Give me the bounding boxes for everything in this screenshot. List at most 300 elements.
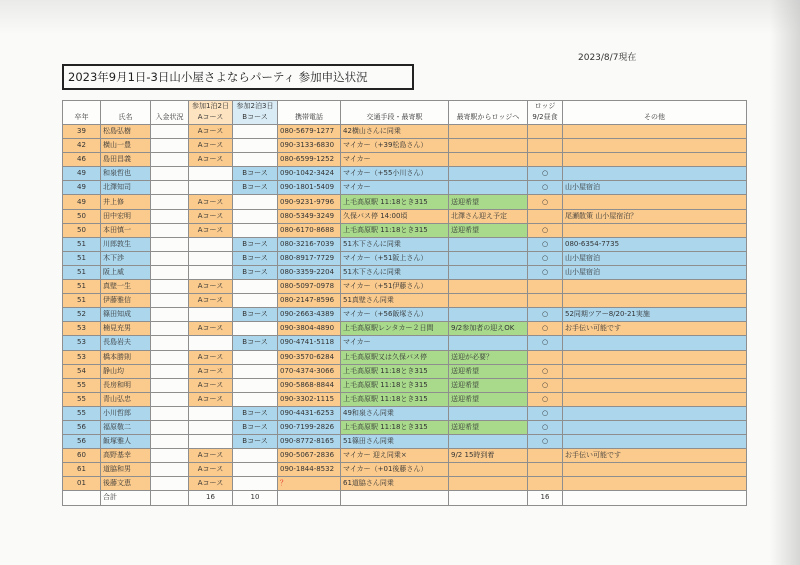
cell-year: 42	[63, 139, 101, 153]
cell-payment	[151, 378, 189, 392]
cell-phone: 070-4374-3066	[278, 364, 341, 378]
table-row	[63, 294, 747, 308]
course-a-duration: 参加1泊2日	[192, 102, 229, 110]
cell-name: 後藤文恵	[101, 477, 151, 491]
cell-year: 51	[63, 251, 101, 265]
cell-notes: お手伝い可能です	[563, 449, 747, 463]
cell-transport: マイカー 迎え同乗×	[341, 449, 449, 463]
cell-course-b	[233, 350, 278, 364]
table-row	[63, 308, 747, 322]
totals-label: 合計	[101, 491, 151, 505]
cell-course-a: Aコース	[189, 195, 233, 209]
cell-transport: マイカー	[341, 336, 449, 350]
table-row	[63, 350, 747, 364]
cell-to-lodge	[449, 237, 528, 251]
cell-lunch	[528, 139, 563, 153]
table-row	[63, 322, 747, 336]
cell-transport: マイカー（+01後藤さん）	[341, 463, 449, 477]
cell-notes	[563, 435, 747, 449]
table-row	[63, 153, 747, 167]
cell-lunch: ○	[528, 308, 563, 322]
cell-phone: 090-3133-6830	[278, 139, 341, 153]
cell-name: 橋本勝則	[101, 350, 151, 364]
cell-name: 福原敬二	[101, 420, 151, 434]
cell-transport: 51篠田さん同乗	[341, 435, 449, 449]
cell-notes	[563, 350, 747, 364]
cell-phone: 090-3804-4890	[278, 322, 341, 336]
column-header-phone: 携帯電話	[278, 101, 341, 125]
cell-name: 島田昌義	[101, 153, 151, 167]
cell-transport: 51木下さんに同乗	[341, 265, 449, 279]
cell-course-a: Aコース	[189, 364, 233, 378]
cell-course-b	[233, 392, 278, 406]
cell-course-b	[233, 209, 278, 223]
cell-name: 真壁一生	[101, 280, 151, 294]
cell-name: 長島岩夫	[101, 336, 151, 350]
cell-notes	[563, 406, 747, 420]
cell-course-a	[189, 237, 233, 251]
cell-name: 楠見充男	[101, 322, 151, 336]
cell-payment	[151, 294, 189, 308]
cell-payment	[151, 181, 189, 195]
cell-phone: 090-3570-6284	[278, 350, 341, 364]
cell-name: 青山弘忠	[101, 392, 151, 406]
table-row	[63, 392, 747, 406]
cell-lunch: ○	[528, 364, 563, 378]
cell-course-b	[233, 139, 278, 153]
cell-course-b	[233, 195, 278, 209]
cell-lunch: ○	[528, 181, 563, 195]
course-b-duration: 参加2泊3日	[236, 102, 274, 110]
totals-notes	[563, 491, 747, 505]
cell-year: 39	[63, 125, 101, 139]
cell-phone: 090-5868-8844	[278, 378, 341, 392]
table-row	[63, 449, 747, 463]
table-row	[63, 336, 747, 350]
cell-year: 50	[63, 209, 101, 223]
cell-transport: マイカー（+39松島さん）	[341, 139, 449, 153]
cell-name: 木下渉	[101, 251, 151, 265]
cell-notes	[563, 392, 747, 406]
cell-transport: マイカー	[341, 153, 449, 167]
cell-lunch: ○	[528, 420, 563, 434]
cell-notes	[563, 139, 747, 153]
cell-payment	[151, 125, 189, 139]
cell-course-a	[189, 406, 233, 420]
cell-name: 道脇和男	[101, 463, 151, 477]
cell-to-lodge: 送迎希望	[449, 223, 528, 237]
cell-course-a	[189, 420, 233, 434]
cell-payment	[151, 280, 189, 294]
cell-course-a	[189, 167, 233, 181]
course-a-label: Aコース	[197, 113, 224, 121]
cell-payment	[151, 406, 189, 420]
cell-to-lodge: 送迎希望	[449, 364, 528, 378]
cell-name: 飯塚雅人	[101, 435, 151, 449]
cell-transport: 51真壁さん同乗	[341, 294, 449, 308]
cell-course-a	[189, 251, 233, 265]
cell-transport: マイカー（+51阪上さん）	[341, 251, 449, 265]
cell-to-lodge	[449, 153, 528, 167]
cell-lunch: ○	[528, 265, 563, 279]
cell-lunch: ○	[528, 167, 563, 181]
cell-notes	[563, 477, 747, 491]
cell-course-a: Aコース	[189, 477, 233, 491]
cell-name: 阪上威	[101, 265, 151, 279]
cell-phone: 090-1844-8532	[278, 463, 341, 477]
cell-phone: 080-6599-1252	[278, 153, 341, 167]
cell-course-b: Bコース	[233, 167, 278, 181]
cell-transport: 上毛高原駅 11:18とき315	[341, 392, 449, 406]
cell-course-b	[233, 364, 278, 378]
cell-course-b	[233, 463, 278, 477]
cell-year: 51	[63, 265, 101, 279]
table-row	[63, 223, 747, 237]
cell-course-a	[189, 181, 233, 195]
cell-payment	[151, 153, 189, 167]
cell-payment	[151, 463, 189, 477]
cell-phone: 090-5067-2836	[278, 449, 341, 463]
table-row	[63, 406, 747, 420]
column-header-course-a	[189, 101, 233, 125]
column-header-transport: 交通手段・最寄駅	[341, 101, 449, 125]
cell-to-lodge	[449, 308, 528, 322]
table-row	[63, 237, 747, 251]
cell-to-lodge: 送迎希望	[449, 195, 528, 209]
cell-notes	[563, 167, 747, 181]
totals-phone	[278, 491, 341, 505]
cell-to-lodge	[449, 406, 528, 420]
cell-notes: 52同期ツアー8/20-21実施	[563, 308, 747, 322]
cell-notes: 山小屋宿泊	[563, 251, 747, 265]
table-row	[63, 125, 747, 139]
cell-year: 49	[63, 181, 101, 195]
cell-name: 静山均	[101, 364, 151, 378]
cell-course-b: Bコース	[233, 237, 278, 251]
cell-to-lodge	[449, 251, 528, 265]
lunch-header-label: 9/2昼食	[532, 113, 558, 121]
cell-course-a: Aコース	[189, 223, 233, 237]
cell-course-b	[233, 223, 278, 237]
cell-payment	[151, 209, 189, 223]
cell-to-lodge	[449, 181, 528, 195]
cell-course-b: Bコース	[233, 308, 278, 322]
cell-lunch	[528, 280, 563, 294]
cell-course-a	[189, 265, 233, 279]
paper-edge	[770, 0, 800, 565]
cell-payment	[151, 223, 189, 237]
cell-payment	[151, 477, 189, 491]
cell-transport: マイカー	[341, 181, 449, 195]
cell-year: 46	[63, 153, 101, 167]
cell-year: 54	[63, 364, 101, 378]
cell-name: 高野基幸	[101, 449, 151, 463]
cell-course-a: Aコース	[189, 322, 233, 336]
totals-row	[63, 491, 747, 505]
table-row	[63, 251, 747, 265]
table-row	[63, 280, 747, 294]
column-header-notes: その他	[563, 101, 747, 125]
cell-to-lodge	[449, 280, 528, 294]
cell-name: 小川哲郎	[101, 406, 151, 420]
document-title: 2023年9月1日-3日山小屋さよならパーティ 参加申込状況	[62, 64, 414, 90]
cell-name: 井上修	[101, 195, 151, 209]
cell-to-lodge	[449, 463, 528, 477]
cell-phone: 080-5097-0978	[278, 280, 341, 294]
cell-year: 51	[63, 237, 101, 251]
cell-lunch: ○	[528, 392, 563, 406]
cell-year: 49	[63, 167, 101, 181]
cell-transport: 上毛高原駅 11:18とき315	[341, 223, 449, 237]
cell-phone: ？	[278, 477, 341, 491]
cell-course-b	[233, 449, 278, 463]
table-body	[63, 125, 747, 491]
scan-shadow	[0, 0, 800, 34]
cell-course-b	[233, 322, 278, 336]
cell-name: 和泉哲也	[101, 167, 151, 181]
cell-to-lodge: 送迎希望	[449, 378, 528, 392]
cell-notes: お手伝い可能です	[563, 322, 747, 336]
totals-to-lodge	[449, 491, 528, 505]
cell-transport: マイカー（+55小川さん）	[341, 167, 449, 181]
column-header-payment: 入金状況	[151, 101, 189, 125]
column-header-year: 卒年	[63, 101, 101, 125]
cell-phone: 080-8917-7729	[278, 251, 341, 265]
totals-payment	[151, 491, 189, 505]
cell-payment	[151, 195, 189, 209]
cell-transport: 49和泉さん同乗	[341, 406, 449, 420]
cell-course-a: Aコース	[189, 139, 233, 153]
cell-lunch	[528, 463, 563, 477]
cell-to-lodge: 9/2参加者の迎えOK	[449, 322, 528, 336]
totals-course-a: 16	[189, 491, 233, 505]
cell-to-lodge: 送迎が必要？	[449, 350, 528, 364]
table-row	[63, 463, 747, 477]
cell-course-a: Aコース	[189, 449, 233, 463]
cell-notes	[563, 364, 747, 378]
cell-notes	[563, 125, 747, 139]
cell-year: 50	[63, 223, 101, 237]
cell-phone: 080-2147-8596	[278, 294, 341, 308]
cell-payment	[151, 420, 189, 434]
cell-course-a: Aコース	[189, 153, 233, 167]
cell-payment	[151, 322, 189, 336]
cell-lunch: ○	[528, 195, 563, 209]
table-row	[63, 477, 747, 491]
cell-phone: 090-9231-9796	[278, 195, 341, 209]
cell-phone: 080-5349-3249	[278, 209, 341, 223]
cell-course-a	[189, 435, 233, 449]
cell-name: 松島弘樹	[101, 125, 151, 139]
cell-phone: 080-3359-2204	[278, 265, 341, 279]
cell-name: 伊藤雅信	[101, 294, 151, 308]
cell-lunch: ○	[528, 435, 563, 449]
cell-course-b: Bコース	[233, 435, 278, 449]
table-row	[63, 209, 747, 223]
cell-course-b: Bコース	[233, 181, 278, 195]
table-row	[63, 378, 747, 392]
cell-transport: 上毛高原駅レンタカー２日間	[341, 322, 449, 336]
cell-course-b	[233, 280, 278, 294]
cell-notes	[563, 153, 747, 167]
cell-course-a: Aコース	[189, 350, 233, 364]
cell-phone: 090-3302-1115	[278, 392, 341, 406]
cell-course-b	[233, 477, 278, 491]
cell-to-lodge: 送迎希望	[449, 392, 528, 406]
cell-transport: 上毛高原駅 11:18とき315	[341, 420, 449, 434]
cell-payment	[151, 364, 189, 378]
cell-notes: 080-6354-7735	[563, 237, 747, 251]
totals-transport	[341, 491, 449, 505]
column-header-course-b	[233, 101, 278, 125]
cell-year: 49	[63, 195, 101, 209]
cell-lunch: ○	[528, 406, 563, 420]
cell-course-b	[233, 294, 278, 308]
cell-payment	[151, 237, 189, 251]
cell-name: 田中宏明	[101, 209, 151, 223]
cell-notes	[563, 294, 747, 308]
cell-course-b: Bコース	[233, 420, 278, 434]
cell-course-a: Aコース	[189, 280, 233, 294]
cell-name: 北澤知司	[101, 181, 151, 195]
cell-phone: 080-3216-7039	[278, 237, 341, 251]
cell-payment	[151, 265, 189, 279]
cell-to-lodge	[449, 167, 528, 181]
cell-phone: 080-6170-8688	[278, 223, 341, 237]
cell-lunch: ○	[528, 237, 563, 251]
cell-lunch	[528, 294, 563, 308]
cell-phone: 090-2663-4389	[278, 308, 341, 322]
cell-lunch	[528, 125, 563, 139]
cell-lunch	[528, 350, 563, 364]
cell-lunch: ○	[528, 378, 563, 392]
cell-lunch	[528, 477, 563, 491]
cell-to-lodge	[449, 125, 528, 139]
cell-phone: 080-5679-1277	[278, 125, 341, 139]
cell-phone: 090-4431-6253	[278, 406, 341, 420]
cell-year: 51	[63, 280, 101, 294]
lunch-header-top: ロッジ	[534, 102, 556, 110]
table-row	[63, 181, 747, 195]
cell-course-a: Aコース	[189, 294, 233, 308]
cell-name: 長房和明	[101, 378, 151, 392]
cell-year: 55	[63, 392, 101, 406]
cell-year: 56	[63, 435, 101, 449]
cell-payment	[151, 449, 189, 463]
cell-to-lodge	[449, 294, 528, 308]
column-header-lunch	[528, 101, 563, 125]
cell-to-lodge: 9/2 15時到着	[449, 449, 528, 463]
cell-lunch: ○	[528, 336, 563, 350]
column-header-to-lodge: 最寄駅からロッジへ	[449, 101, 528, 125]
cell-notes	[563, 420, 747, 434]
cell-course-b: Bコース	[233, 265, 278, 279]
cell-transport: 上毛高原駅 11:18とき315	[341, 378, 449, 392]
cell-notes	[563, 336, 747, 350]
cell-course-a	[189, 336, 233, 350]
cell-year: 53	[63, 336, 101, 350]
date-stamp: 2023/8/7現在	[578, 53, 637, 63]
cell-lunch: ○	[528, 322, 563, 336]
cell-lunch: ○	[528, 251, 563, 265]
cell-transport: 42横山さんに同乗	[341, 125, 449, 139]
cell-transport: 上毛高原駅又は久保バス停	[341, 350, 449, 364]
cell-payment	[151, 308, 189, 322]
cell-course-b: Bコース	[233, 406, 278, 420]
cell-year: 52	[63, 308, 101, 322]
cell-course-a	[189, 308, 233, 322]
cell-name: 川郎敦生	[101, 237, 151, 251]
cell-to-lodge	[449, 139, 528, 153]
cell-lunch	[528, 153, 563, 167]
cell-phone: 090-8772-8165	[278, 435, 341, 449]
totals-course-b: 10	[233, 491, 278, 505]
totals-year	[63, 491, 101, 505]
cell-notes	[563, 280, 747, 294]
cell-transport: 上毛高原駅 11:18とき315	[341, 195, 449, 209]
cell-course-a: Aコース	[189, 392, 233, 406]
cell-lunch: ○	[528, 223, 563, 237]
cell-notes	[563, 223, 747, 237]
cell-payment	[151, 435, 189, 449]
table-row	[63, 265, 747, 279]
table-row	[63, 364, 747, 378]
table-row	[63, 435, 747, 449]
cell-transport: 久保バス停 14:00頃	[341, 209, 449, 223]
cell-to-lodge: 北澤さん迎え予定	[449, 209, 528, 223]
cell-transport: 51木下さんに同乗	[341, 237, 449, 251]
cell-year: 51	[63, 294, 101, 308]
cell-payment	[151, 392, 189, 406]
cell-year: 56	[63, 420, 101, 434]
cell-payment	[151, 350, 189, 364]
cell-phone: 090-7199-2826	[278, 420, 341, 434]
table-row	[63, 167, 747, 181]
cell-transport: マイカー（+56飯塚さん）	[341, 308, 449, 322]
cell-lunch	[528, 449, 563, 463]
column-header-name: 氏名	[101, 101, 151, 125]
cell-notes	[563, 195, 747, 209]
cell-transport: 上毛高原駅 11:18とき315	[341, 364, 449, 378]
header-row	[63, 101, 747, 125]
cell-notes: 尾瀬散策 山小屋宿泊？	[563, 209, 747, 223]
cell-year: 55	[63, 406, 101, 420]
cell-year: 53	[63, 350, 101, 364]
cell-lunch	[528, 209, 563, 223]
cell-name: 横山一豊	[101, 139, 151, 153]
cell-year: 61	[63, 463, 101, 477]
cell-payment	[151, 251, 189, 265]
cell-course-b: Bコース	[233, 336, 278, 350]
cell-course-a: Aコース	[189, 378, 233, 392]
table-row	[63, 139, 747, 153]
cell-name: 本田慎一	[101, 223, 151, 237]
cell-course-a: Aコース	[189, 125, 233, 139]
totals-lunch: 16	[528, 491, 563, 505]
cell-phone: 090-1801-5409	[278, 181, 341, 195]
cell-payment	[151, 336, 189, 350]
table-row	[63, 420, 747, 434]
cell-transport: 61道脇さん同乗	[341, 477, 449, 491]
cell-notes: 山小屋宿泊	[563, 265, 747, 279]
cell-course-a: Aコース	[189, 463, 233, 477]
cell-course-a: Aコース	[189, 209, 233, 223]
cell-payment	[151, 167, 189, 181]
cell-course-b	[233, 125, 278, 139]
cell-year: 53	[63, 322, 101, 336]
cell-notes	[563, 378, 747, 392]
cell-transport: マイカー（+51伊藤さん）	[341, 280, 449, 294]
